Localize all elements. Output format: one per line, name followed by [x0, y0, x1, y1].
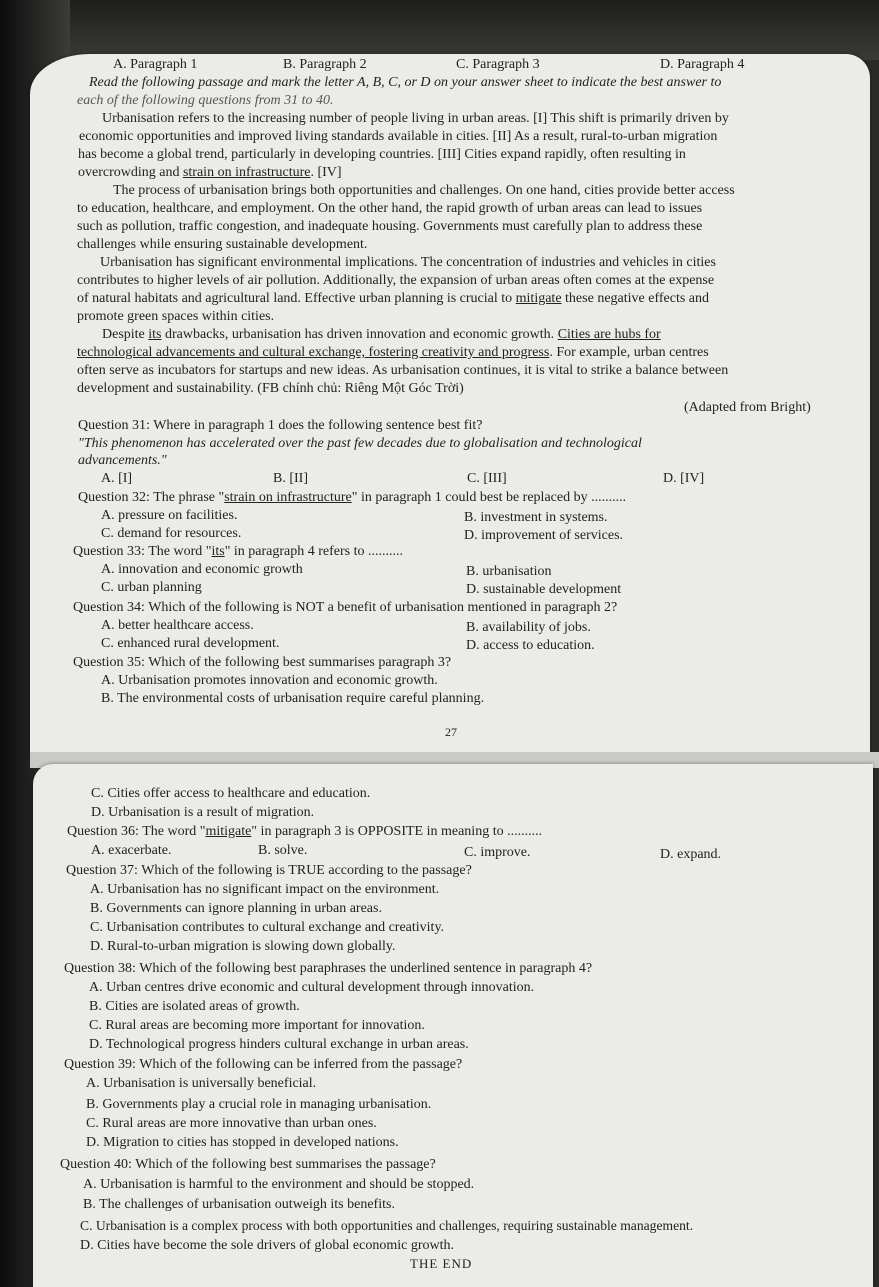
p2-line-4: challenges while ensuring sustainable development. [77, 237, 368, 252]
q33-text: Question 33: The word "its" in paragraph 4 refers to .......... [73, 544, 404, 559]
q36-text: Question 36: The word "mitigate" in paragraph 3 is OPPOSITE in meaning to .......... [67, 824, 543, 839]
q38-option-b[interactable]: B. Cities are isolated areas of growth. [89, 999, 300, 1014]
q37-text: Question 37: Which of the following is TRUE according to the passage? [66, 863, 472, 878]
p4-line-3: often serve as incubators for startups and new ideas. As urbanisation continues, it is vital to strike a balance between [77, 363, 729, 378]
q36-option-a[interactable]: A. exacerbate. [91, 843, 172, 858]
prev-option-c: C. Paragraph 3 [456, 57, 540, 72]
q37-option-d[interactable]: D. Rural-to-urban migration is slowing down globally. [90, 939, 396, 954]
p1-line-2: economic opportunities and improved living standards available in cities. [II] As a result, rural-to-urban migration [79, 129, 718, 144]
p3-line-3: of natural habitats and agricultural land. Effective urban planning is crucial to mitigate these negative effects and [77, 291, 709, 306]
q32-text: Question 32: The phrase "strain on infrastructure" in paragraph 1 could best be replaced by .......... [78, 490, 627, 505]
p1-line-1: Urbanisation refers to the increasing number of people living in urban areas. [I] This shift is primarily driven by [102, 111, 729, 126]
q40-option-d[interactable]: D. Cities have become the sole drivers of global economic growth. [80, 1238, 455, 1253]
p2-line-3: such as pollution, traffic congestion, and inadequate housing. Governments must carefully plan to address these [77, 219, 703, 234]
q31-option-b[interactable]: B. [II] [273, 471, 308, 486]
background-top [0, 0, 879, 60]
q33-option-d[interactable]: D. sustainable development [466, 582, 622, 597]
p2-line-2: to education, healthcare, and employment. On the other hand, the rapid growth of urban areas can lead to issues [77, 201, 703, 216]
q33-option-a[interactable]: A. innovation and economic growth [101, 562, 303, 577]
p4-line-4: development and sustainability. (FB chính chủ: Riêng Một Góc Trời) [77, 381, 464, 396]
q40-option-c[interactable]: C. Urbanisation is a complex process with both opportunities and challenges, requiring sustainable management. [80, 1218, 694, 1233]
q32-option-d[interactable]: D. improvement of services. [464, 528, 624, 543]
p4-line-2: technological advancements and cultural exchange, fostering creativity and progress. For example, urban centres [77, 345, 709, 360]
q40-text: Question 40: Which of the following best summarises the passage? [60, 1157, 436, 1172]
q40-option-b[interactable]: B. The challenges of urbanisation outweigh its benefits. [83, 1197, 395, 1212]
the-end-label: THE END [410, 1256, 473, 1271]
q34-text: Question 34: Which of the following is NOT a benefit of urbanisation mentioned in paragraph 2? [73, 600, 618, 615]
q35-option-a[interactable]: A. Urbanisation promotes innovation and economic growth. [101, 673, 438, 688]
q34-option-a[interactable]: A. better healthcare access. [101, 618, 254, 633]
q31-quote-1: "This phenomenon has accelerated over the past few decades due to globalisation and technological [78, 436, 642, 451]
q31-option-c[interactable]: C. [III] [467, 471, 507, 486]
q39-text: Question 39: Which of the following can be inferred from the passage? [64, 1057, 463, 1072]
q34-option-c[interactable]: C. enhanced rural development. [101, 636, 280, 651]
p1-line-4: overcrowding and strain on infrastructure. [IV] [78, 165, 342, 180]
q34-option-b[interactable]: B. availability of jobs. [466, 620, 591, 635]
q35-option-b[interactable]: B. The environmental costs of urbanisation require careful planning. [101, 691, 485, 706]
q33-option-c[interactable]: C. urban planning [101, 580, 202, 595]
q37-option-c[interactable]: C. Urbanisation contributes to cultural exchange and creativity. [90, 920, 445, 935]
q38-option-d[interactable]: D. Technological progress hinders cultural exchange in urban areas. [89, 1037, 469, 1052]
q38-text: Question 38: Which of the following best paraphrases the underlined sentence in paragraph 4? [64, 961, 593, 976]
p3-line-4: promote green spaces within cities. [77, 309, 275, 324]
q34-option-d[interactable]: D. access to education. [466, 638, 595, 653]
prev-option-a: A. Paragraph 1 [113, 57, 198, 72]
q31-text: Question 31: Where in paragraph 1 does the following sentence best fit? [78, 418, 483, 433]
q35-option-d[interactable]: D. Urbanisation is a result of migration. [91, 805, 315, 820]
q33-option-b[interactable]: B. urbanisation [466, 564, 552, 579]
q35-text: Question 35: Which of the following best summarises paragraph 3? [73, 655, 452, 670]
p4-line-1: Despite its drawbacks, urbanisation has driven innovation and economic growth. Cities are hubs for [102, 327, 661, 342]
q37-option-b[interactable]: B. Governments can ignore planning in urban areas. [90, 901, 382, 916]
prev-option-b: B. Paragraph 2 [283, 57, 367, 72]
q36-option-d[interactable]: D. expand. [660, 847, 722, 862]
q31-option-d[interactable]: D. [IV] [663, 471, 705, 486]
instruction-line-2: each of the following questions from 31 to 40. [77, 93, 334, 108]
q32-option-c[interactable]: C. demand for resources. [101, 526, 242, 541]
q39-option-d[interactable]: D. Migration to cities has stopped in developed nations. [86, 1135, 399, 1150]
q32-option-b[interactable]: B. investment in systems. [464, 510, 608, 525]
prev-option-d: D. Paragraph 4 [660, 57, 745, 72]
q36-option-c[interactable]: C. improve. [464, 845, 531, 860]
q38-option-a[interactable]: A. Urban centres drive economic and cultural development through innovation. [89, 980, 535, 995]
q39-option-c[interactable]: C. Rural areas are more innovative than urban ones. [86, 1116, 377, 1131]
q31-option-a[interactable]: A. [I] [101, 471, 133, 486]
q36-option-b[interactable]: B. solve. [258, 843, 308, 858]
p2-line-1: The process of urbanisation brings both opportunities and challenges. On one hand, cities provide better access [113, 183, 735, 198]
q39-option-b[interactable]: B. Governments play a crucial role in managing urbanisation. [86, 1097, 432, 1112]
q37-option-a[interactable]: A. Urbanisation has no significant impact on the environment. [90, 882, 440, 897]
q40-option-a[interactable]: A. Urbanisation is harmful to the environment and should be stopped. [83, 1177, 475, 1192]
p3-line-1: Urbanisation has significant environmental implications. The concentration of industries and vehicles in cities [100, 255, 716, 270]
p1-line-3: has become a global trend, particularly in developing countries. [III] Cities expand rapidly, often resulting in [78, 147, 686, 162]
source-credit: (Adapted from Bright) [684, 400, 811, 415]
instruction-line-1: Read the following passage and mark the letter A, B, C, or D on your answer sheet to indicate the best answer to [89, 75, 722, 90]
q39-option-a[interactable]: A. Urbanisation is universally beneficial. [86, 1076, 317, 1091]
page-number: 27 [445, 725, 457, 739]
q35-option-c[interactable]: C. Cities offer access to healthcare and education. [91, 786, 371, 801]
q32-option-a[interactable]: A. pressure on facilities. [101, 508, 238, 523]
p3-line-2: contributes to higher levels of air pollution. Additionally, the expansion of urban areas often comes at the expense [77, 273, 715, 288]
q38-option-c[interactable]: C. Rural areas are becoming more important for innovation. [89, 1018, 425, 1033]
q31-quote-2: advancements." [78, 453, 167, 468]
